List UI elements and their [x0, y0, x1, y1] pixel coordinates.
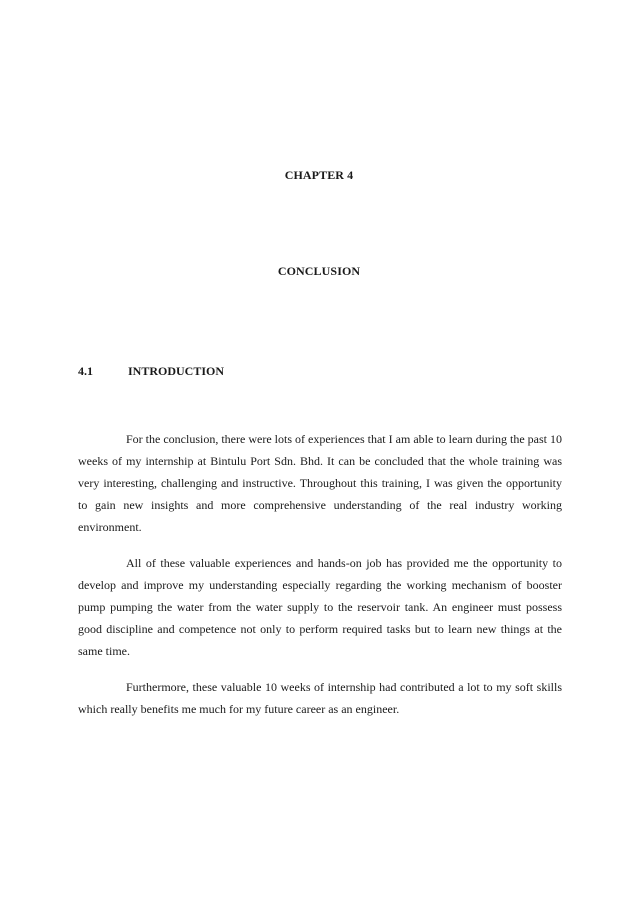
section-number: 4.1	[78, 364, 93, 378]
body-text	[78, 428, 562, 734]
paragraph: All of these valuable experiences and hands-on job has provided me the opportunity to develop and improve my understanding especially regarding the working mechanism of booster pump pumping the water from the water supply to the reservoir tank. An engineer must possess good discipline and competence not only to perform required tasks but to learn new things at the same time.	[78, 556, 562, 658]
section-heading	[78, 364, 224, 379]
paragraph: For the conclusion, there were lots of experiences that I am able to learn during the past 10 weeks of my internship at Bintulu Port Sdn. Bhd. It can be concluded that the whole training was very interesting, challenging and instructive. Throughout this training, I was given the opportunity to gain new insights and more comprehensive understanding of the real industry working environment.	[78, 432, 562, 534]
chapter-title: CONCLUSION	[277, 264, 361, 278]
chapter-number: CHAPTER 4	[284, 168, 354, 182]
paragraph: Furthermore, these valuable 10 weeks of internship had contributed a lot to my soft skills which really benefits me much for my future career as an engineer.	[78, 680, 562, 716]
section-title: INTRODUCTION	[128, 364, 225, 378]
